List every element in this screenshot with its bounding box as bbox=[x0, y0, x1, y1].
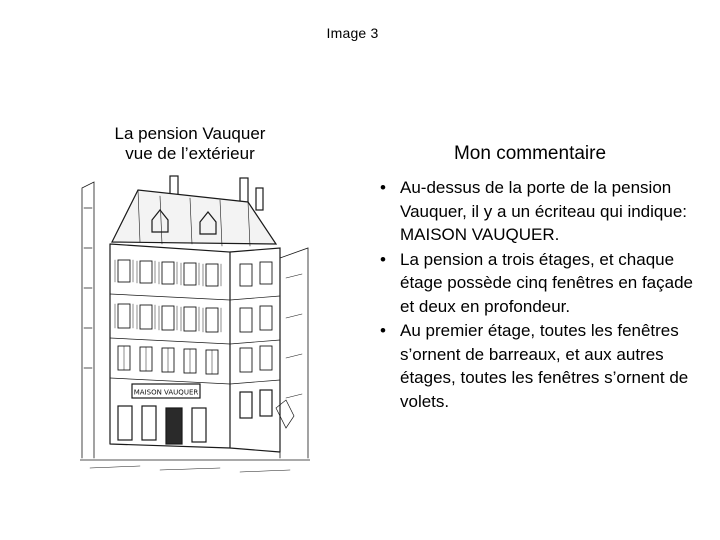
bullet-dot-icon: • bbox=[380, 321, 386, 340]
bullet-item: • Au-dessus de la porte de la pension Vauquer, il y a un écriteau qui indique: MAISON VAUQUER. bbox=[380, 178, 687, 244]
bullet-dot-icon: • bbox=[380, 249, 386, 269]
bullet-item: • Au premier étage, toutes les fenêtres s’ornent de barreaux, et aux autres étages, toutes les fenêtres s’ornent de volets. bbox=[380, 321, 689, 411]
caption-line-1: La pension Vauquer bbox=[114, 124, 266, 143]
commentary-bullet-list bbox=[378, 176, 708, 414]
commentary-heading: Mon commentaire bbox=[453, 143, 607, 164]
bullet-dot-icon: • bbox=[380, 178, 386, 197]
pension-vauquer-sketch bbox=[80, 168, 310, 480]
sign-maison-vauquer: MAISON VAUQUER bbox=[133, 388, 199, 397]
slide-title: Image 3 bbox=[326, 25, 379, 41]
image-caption bbox=[95, 124, 285, 164]
caption-line-2: vue de l’extérieur bbox=[125, 144, 255, 163]
bullet-item: • La pension a trois étages, et chaque étage possède cinq fenêtres en façade et deux en profondeur. bbox=[380, 249, 693, 316]
